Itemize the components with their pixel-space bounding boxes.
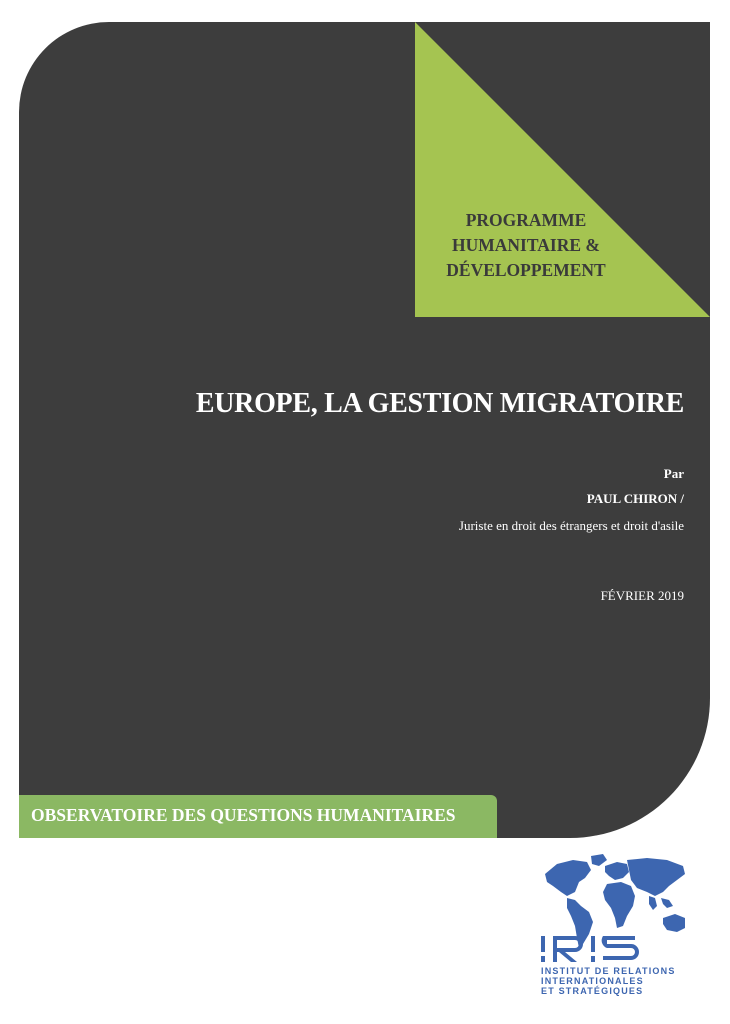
publication-date: FÉVRIER 2019 (600, 588, 684, 603)
logo-line: INSTITUT DE RELATIONS (541, 966, 676, 976)
program-line: HUMANITAIRE & (452, 235, 600, 255)
logo-line: ET STRATÉGIQUES (541, 986, 644, 996)
by-label: Par (663, 466, 684, 481)
world-map-icon (537, 852, 689, 982)
program-line: PROGRAMME (465, 210, 587, 230)
author-role: Juriste en droit des étrangers et droit d'asile (458, 518, 684, 533)
observatory-label: OBSERVATOIRE DES QUESTIONS HUMANITAIRES (31, 805, 456, 825)
document-title: EUROPE, LA GESTION MIGRATOIRE (195, 388, 684, 419)
cover-panel (19, 22, 710, 838)
program-label (440, 208, 612, 283)
logo-line: INTERNATIONALES (541, 976, 644, 986)
program-line: DÉVELOPPEMENT (446, 260, 606, 280)
author-name: PAUL CHIRON / (586, 491, 684, 506)
observatory-banner (19, 795, 497, 838)
iris-logo (537, 852, 689, 1002)
